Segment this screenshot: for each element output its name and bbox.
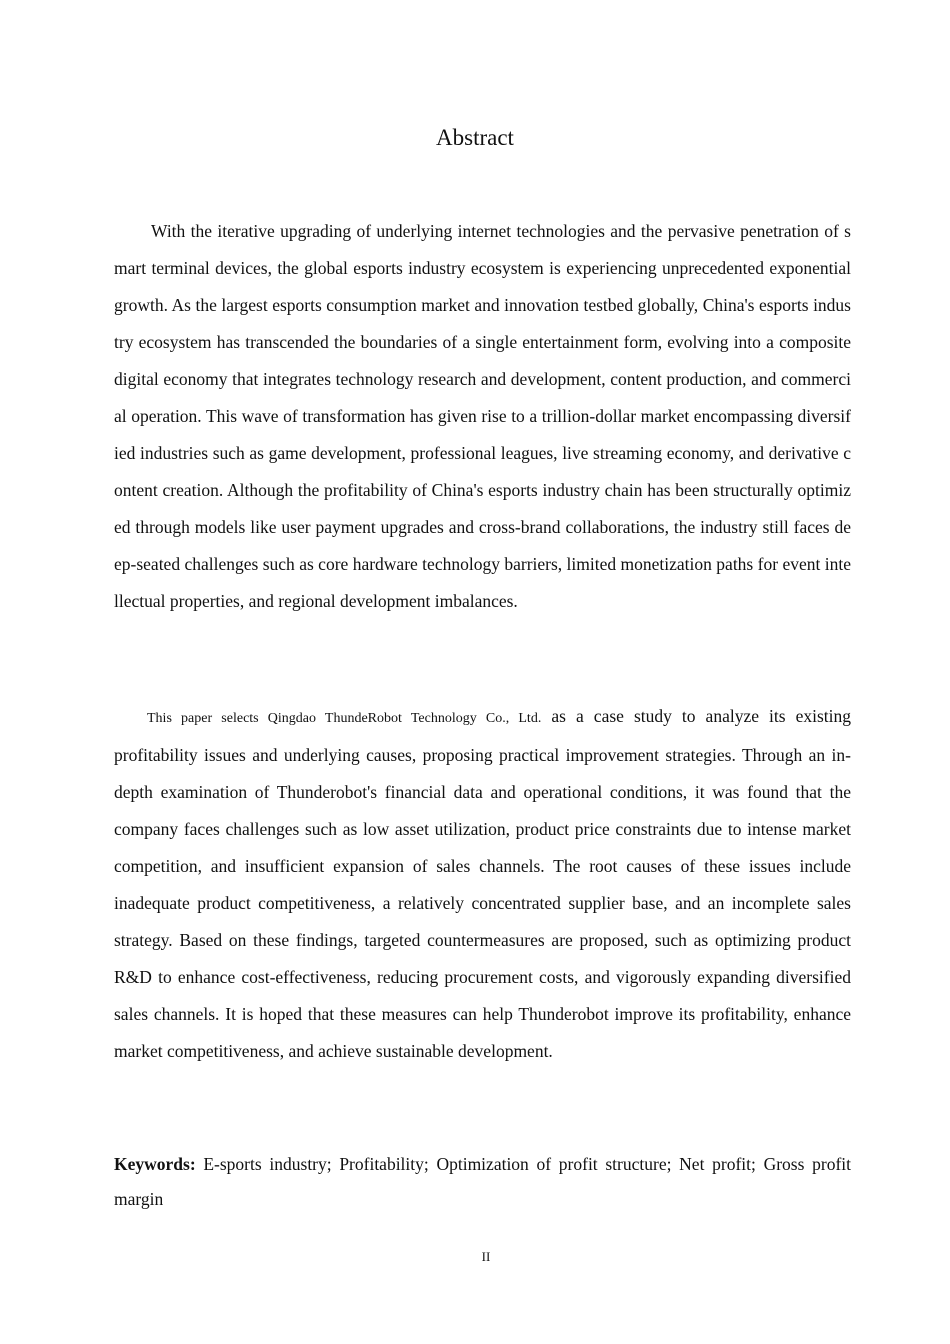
paragraph-2-lead: This paper selects Qingdao ThundeRobot Technology Co., Ltd. — [147, 711, 542, 726]
page-number: II — [481, 1249, 491, 1264]
keywords-label: Keywords: — [114, 1154, 196, 1174]
paragraph-2-body: as a case study to analyze its existing profitability issues and underlying causes, proposing practical improvement strategies. Through an in-depth examination of Thunderobot's financial data and operational conditions, it was found that the company faces challenges such as low asset utilization, product price constraints due to intense market competition, and insufficient expansion of sales channels. The root causes of these issues include inadequate product competitiveness, a relatively concentrated supplier base, and an incomplete sales strategy. Based on these findings, targeted countermeasures are proposed, such as optimizing product R&D to enhance cost-effectiveness, reducing procurement costs, and vigorously expanding diversified sales channels. It is hoped that these measures can help Thunderobot improve its profitability, enhance market competitiveness, and achieve sustainable development. — [114, 706, 852, 1061]
abstract-paragraph-2 — [114, 698, 851, 1070]
keywords-line — [114, 1147, 851, 1217]
keywords-text: E-sports industry; Profitability; Optimization of profit structure; Net profit; Gross profit margin — [114, 1154, 851, 1209]
abstract-paragraph-1: With the iterative upgrading of underlying internet technologies and the pervasive penetration of smart terminal devices, the global esports industry ecosystem is experiencing unprecedented exponential growth. As the largest esports consumption market and innovation testbed globally, China's esports industry ecosystem has transcended the boundaries of a single entertainment form, evolving into a composite digital economy that integrates technology research and development, content production, and commercial operation. This wave of transformation has given rise to a trillion-dollar market encompassing diversified industries such as game development, professional leagues, live streaming economy, and derivative content creation. Although the profitability of China's esports industry chain has been structurally optimized through models like user payment upgrades and cross-brand collaborations, the industry still faces deep-seated challenges such as core hardware technology barriers, limited monetization paths for event intellectual properties, and regional development imbalances. — [114, 221, 851, 611]
abstract-title: Abstract — [436, 125, 514, 150]
